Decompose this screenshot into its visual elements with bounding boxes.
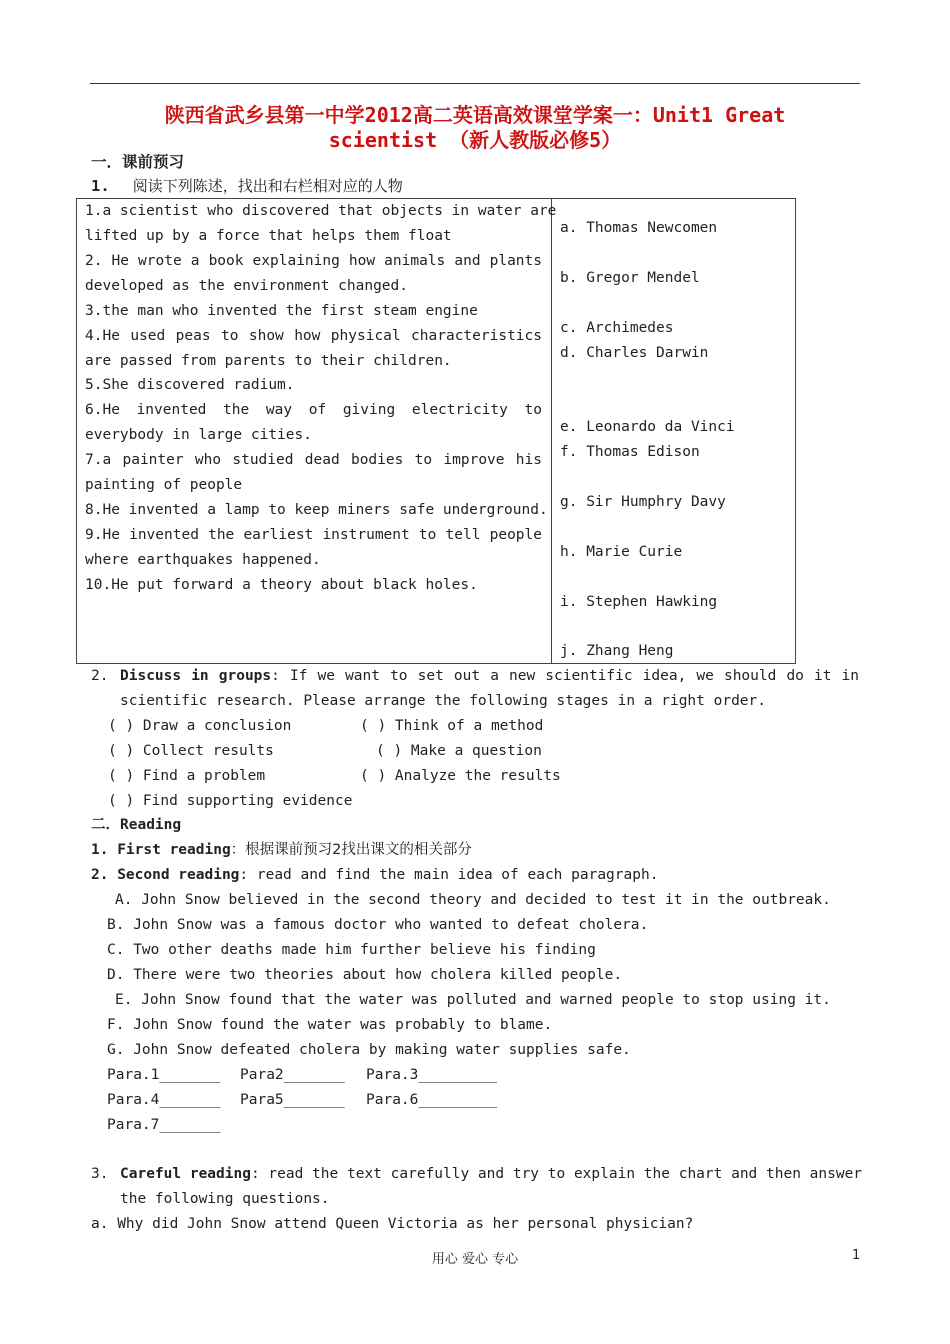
second-reading-label: 2. Second reading bbox=[91, 867, 240, 883]
person-item: b. Gregor Mendel bbox=[560, 270, 700, 286]
item1-instruction: 阅读下列陈述，找出和右栏相对应的人物 bbox=[132, 177, 403, 195]
person-item: g. Sir Humphry Davy bbox=[560, 494, 726, 510]
careful-text2: the following questions. bbox=[120, 1191, 330, 1207]
statement-line: everybody in large cities. bbox=[85, 427, 312, 443]
para-blank: Para.7_______ bbox=[107, 1117, 221, 1133]
statement-line: 8.He invented a lamp to keep miners safe underground. bbox=[85, 502, 548, 518]
stage-item: ( ) Find supporting evidence bbox=[108, 793, 353, 809]
top-rule bbox=[90, 83, 860, 84]
statement-line: developed as the environment changed. bbox=[85, 278, 409, 294]
statement-line: lifted up by a force that helps them float bbox=[85, 228, 452, 244]
section2-heading: 二．Reading bbox=[91, 817, 182, 833]
para-blank: Para.3_________ bbox=[366, 1067, 497, 1083]
discuss-line1 bbox=[120, 664, 859, 689]
page-title-line1: 陕西省武乡县第一中学2012高二英语高效课堂学案一：Unit1 Great bbox=[164, 103, 786, 127]
page-title-line2: scientist （新人教版必修5） bbox=[328, 128, 622, 152]
para-blank: Para.1_______ bbox=[107, 1067, 221, 1083]
careful-text1: : read the text carefully and try to explain the chart and then answer bbox=[250, 1166, 863, 1182]
stage-item: ( ) Collect results bbox=[108, 743, 274, 759]
page-footer: 用心 爱心 专心 bbox=[431, 1252, 519, 1267]
statement-line: where earthquakes happened. bbox=[85, 552, 321, 568]
statement-line: 7.a painter who studied dead bodies to improve his bbox=[85, 452, 542, 468]
stage-item: ( ) Make a question bbox=[376, 743, 542, 759]
statement-line: 5.She discovered radium. bbox=[85, 377, 295, 393]
statement-line: 1.a scientist who discovered that objects in water are bbox=[85, 203, 557, 219]
person-item: e. Leonardo da Vinci bbox=[560, 419, 735, 435]
statement-line: 3.the man who invented the first steam engine bbox=[85, 303, 478, 319]
para-blank: Para2_______ bbox=[240, 1067, 345, 1083]
statement-line: 6.He invented the way of giving electricity to bbox=[85, 402, 542, 418]
person-item: j. Zhang Heng bbox=[560, 643, 674, 659]
stage-item: ( ) Analyze the results bbox=[360, 768, 561, 784]
main-idea-option: G. John Snow defeated cholera by making water supplies safe. bbox=[107, 1042, 631, 1058]
person-item: d. Charles Darwin bbox=[560, 345, 709, 361]
careful-line1 bbox=[120, 1162, 863, 1187]
discuss-text1: : If we want to set out a new scientific idea, we should do it in bbox=[271, 668, 860, 684]
person-item: f. Thomas Edison bbox=[560, 444, 700, 460]
main-idea-option: B. John Snow was a famous doctor who wanted to defeat cholera. bbox=[107, 917, 649, 933]
discuss-number: 2. bbox=[91, 668, 109, 684]
first-reading bbox=[91, 838, 472, 863]
discuss-label: Discuss in groups bbox=[120, 668, 272, 684]
stage-item: ( ) Find a problem bbox=[108, 768, 266, 784]
second-reading-text: : read and find the main idea of each paragraph. bbox=[239, 867, 659, 883]
page-number: 1 bbox=[852, 1248, 861, 1263]
statement-line: 9.He invented the earliest instrument to tell people bbox=[85, 527, 542, 543]
statements-column bbox=[77, 199, 557, 664]
para-blank: Para.6_________ bbox=[366, 1092, 497, 1108]
main-idea-option: A. John Snow believed in the second theory and decided to test it in the outbreak. bbox=[115, 892, 831, 908]
statement-line: painting of people bbox=[85, 477, 243, 493]
first-reading-label: 1. First reading bbox=[91, 842, 231, 858]
question-a: a. Why did John Snow attend Queen Victoria as her personal physician? bbox=[91, 1216, 694, 1232]
person-item: h. Marie Curie bbox=[560, 544, 683, 560]
para-blank: Para.4_______ bbox=[107, 1092, 221, 1108]
main-idea-option: C. Two other deaths made him further believe his finding bbox=[107, 942, 596, 958]
person-item: i. Stephen Hawking bbox=[560, 594, 718, 610]
statement-line: 10.He put forward a theory about black holes. bbox=[85, 577, 478, 593]
stage-item: ( ) Think of a method bbox=[360, 718, 544, 734]
section1-heading: 一．课前预习 bbox=[91, 153, 185, 171]
careful-label: Careful reading bbox=[120, 1166, 251, 1182]
discuss-text2: scientific research. Please arrange the following stages in a right order. bbox=[120, 693, 767, 709]
para-blank: Para5_______ bbox=[240, 1092, 345, 1108]
item1-number: 1. bbox=[91, 177, 110, 195]
matching-table bbox=[76, 198, 796, 664]
careful-number: 3. bbox=[91, 1166, 109, 1182]
first-reading-text: ：根据课前预习2找出课文的相关部分 bbox=[230, 842, 472, 858]
main-idea-option: F. John Snow found the water was probably to blame. bbox=[107, 1017, 553, 1033]
person-item: a. Thomas Newcomen bbox=[560, 220, 718, 236]
people-column bbox=[552, 199, 796, 664]
main-idea-option: E. John Snow found that the water was polluted and warned people to stop using it. bbox=[115, 992, 831, 1008]
statement-line: 4.He used peas to show how physical characteristics bbox=[85, 328, 542, 344]
statement-line: are passed from parents to their children. bbox=[85, 353, 452, 369]
person-item: c. Archimedes bbox=[560, 320, 674, 336]
statement-line: 2. He wrote a book explaining how animals and plants bbox=[85, 253, 542, 269]
main-idea-option: D. There were two theories about how cholera killed people. bbox=[107, 967, 623, 983]
stage-item: ( ) Draw a conclusion bbox=[108, 718, 292, 734]
second-reading bbox=[91, 863, 658, 888]
